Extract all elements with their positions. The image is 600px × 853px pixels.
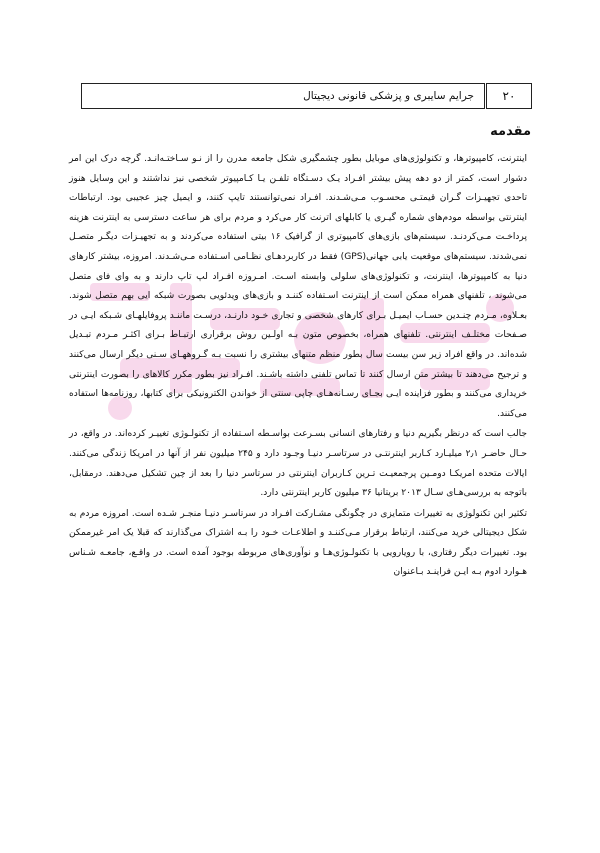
paragraph-1: اینترنت، کامپیوترها، و تکنولوژی‌های موبایل بطور چشمگیری شکل جامعه مدرن را از نـو سـاختـه‌انـد. گرچه درک این امر دشوار است، کمتر از دو دهه پیش بیشتر افـراد یـک دسـتگاه تلفـن یـا کـامپیوتر شخصی نیز نداشتند و این وسایل هنوز تاحدی تجهیـزات گـران قیمتـی محسـوب مـی‌شـدند. افـراد نمی‌توانستند تایپ کنند، و ایمیل چیز عجیبی بود. ارتباطات اینترنتی بواسطه مودم‌های شماره گیـری یا کابلهای اترنت کار می‌کرد و مردم برای هر ساعت دسترسی به اینترنت هزینه پرداخـت مـی‌کردنـد. سیستم‌های بازی‌های کامپیوتری از گرافیک ۱۶ بیتی استفاده می‌کردند و به تجهیـزات دیگـر متصـل نمی‌شدند. سیستم‌های موقعیت یابی جهانی(GPS) فقط در کاربردهـای نظـامی اسـتفاده مـی‌شـدند. امروزه، بیشتر کارهای دنیا به کامپیوترها، اینترنت، و تکنولوژی‌های سلولی وابسته اسـت. امـروزه افـراد لپ تاپ دارند و به وای فای متصل می‌شوند ، تلفنهای همراه ممکن است از اینترنت اسـتفاده کننـد و بازی‌های ویدئویی بصورت شبکه ایی بهم متصل شوند. بعـلاوه، مـردم چنـدین حسـاب ایمیـل بـرای کارهای شخصی و تجاری خـود دارنـد، درسـت ماننـد پروفایلهـای شـبکه ایـی در صـفحات مختلـف اینترنتی. تلفنهای همراه، بخصوص متون بـه اولـین روش برقراری ارتبـاط بـرای اکثـر مـردم تبـدیل شده‌اند. در واقع افراد زیر سن بیست سال بطور منظم متنهای بیشتری را نسبت بـه گـروههـای سـنی دیگر ارسال می‌کنند و ترجیح می‌دهند تا بیشتر متن ارسال کنند تا تماس تلفنی داشته باشـند. افـراد نیز بطور مکرر کالاهای را بصورت اینترنتی خریداری می‌کنند و بطور فزاینده ایـی بجـای رسـانه‌هـای چاپی سنتی از خواندن الکترونیکی برای کتابها، روزنامه‌ها استفاده می‌کنند.: [69, 154, 527, 419]
body-text: [69, 150, 527, 584]
paragraph-3: تکثیر این تکنولوژی به تغییرات متمایزی در چگونگی مشـارکت افـراد در سرتاسـر دنیـا منجـر شـده است. امروزه مردم به شکل دیجیتالی خرید می‌کنند، ارتباط برقرار مـی‌کننـد و اطلاعـات خـود را بـه اشتراک می‌گذارند که قبلا یک امر غیرممکن بود. تغییرات دیگر رفتاری، با رویارویی با تکنولـوژی‌هـا و نوآوری‌های مربوطه بوجود آمده است. در واقـع، جامعـه شـناس هـوارد ادوم بـه ایـن فراینـد بـاعنوان: [69, 508, 527, 578]
paragraph-2: جالب است که درنظر بگیریم دنیا و رفتارهای انسانی بسـرعت بواسـطه اسـتفاده از تکنولـوژی تغییـر کرده‌اند. در واقع، در حـال حاضـر ۲٫۱ میلیـارد کـاربر اینترنتـی در سرتاسـر دنیـا وجـود دارد و ۲۴۵ میلیون نفر از آنها در امریکا زندگی می‌کنند. ایالات متحده امریکـا دومـین پرجمعیـت تـرین کـاربران اینترنتی در سرتاسر دنیا را بعد از چین تشکیل می‌دهند. درمقابل، باتوجه به بررسی‌هـای سـال ۲۰۱۳ بریتانیا ۳۶ میلیون کاربر اینترنتی دارد.: [69, 429, 527, 499]
section-heading: مقدمه: [490, 124, 531, 139]
running-header: [81, 83, 532, 111]
page-number: ۲۰: [486, 83, 532, 109]
book-title: جرایم سایبری و پزشکی قانونی دیجیتال: [81, 83, 485, 109]
